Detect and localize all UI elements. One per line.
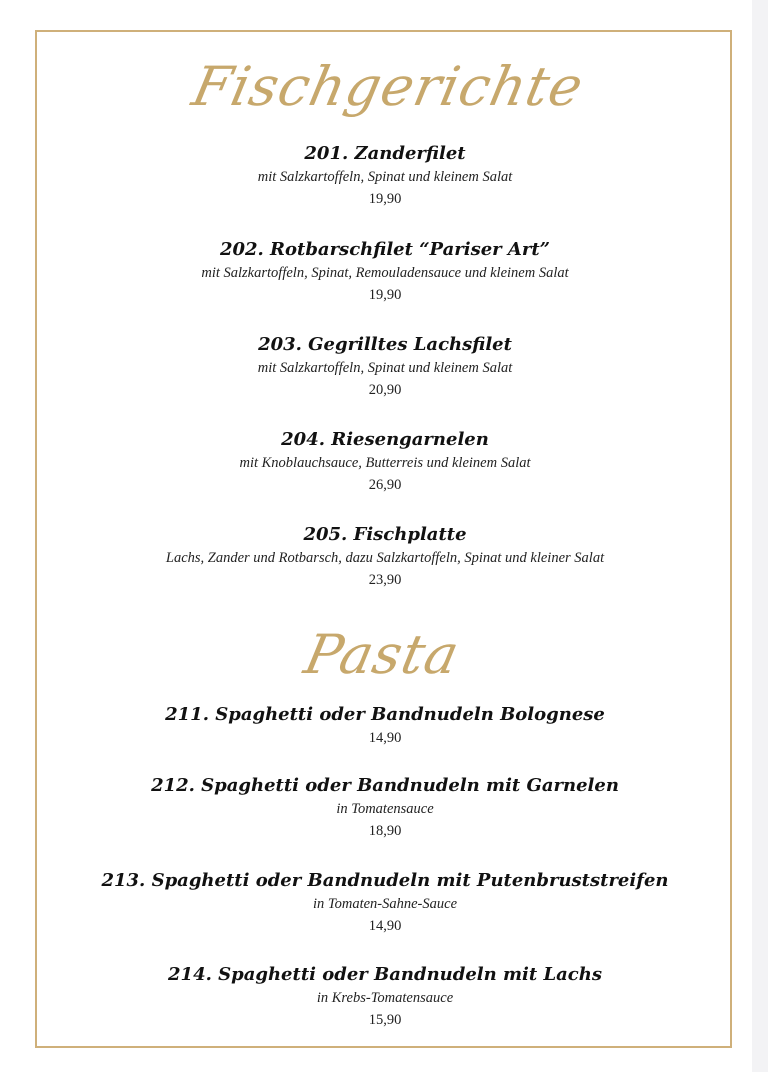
item-name: 202. Rotbarschfilet “Pariser Art” [219, 239, 551, 260]
item-price: 14,90 [368, 918, 402, 934]
item-name: 213. Spaghetti oder Bandnudeln mit Putenbruststreifen [101, 870, 669, 891]
section-title-fischgerichte: Fischgerichte [187, 55, 590, 118]
menu-item-204 [40, 428, 730, 496]
item-name: 211. Spaghetti oder Bandnudeln Bolognese [165, 704, 605, 725]
item-price: 23,90 [368, 572, 402, 588]
item-price: 18,90 [368, 823, 402, 839]
menu-item-201 [40, 142, 730, 210]
item-description: mit Salzkartoffeln, Spinat, Remouladensauce und kleinem Salat [201, 265, 569, 281]
section-title-pasta: Pasta [299, 623, 466, 686]
item-price: 19,90 [368, 191, 402, 207]
item-name: 204. Riesengarnelen [281, 429, 489, 450]
menu-item-213 [40, 869, 730, 937]
item-price: 26,90 [368, 477, 402, 493]
menu-item-212 [40, 774, 730, 842]
item-price: 20,90 [368, 382, 402, 398]
menu-item-203 [40, 333, 730, 401]
item-name: 212. Spaghetti oder Bandnudeln mit Garnelen [151, 775, 619, 796]
item-description: in Krebs-Tomatensauce [316, 990, 454, 1006]
item-description: mit Salzkartoffeln, Spinat und kleinem Salat [257, 360, 513, 376]
menu-item-214 [40, 963, 730, 1031]
menu-item-205 [40, 523, 730, 591]
menu-item-211 [40, 703, 730, 749]
item-name: 203. Gegrilltes Lachsfilet [258, 334, 512, 355]
item-price: 14,90 [368, 730, 402, 746]
item-price: 15,90 [368, 1012, 402, 1028]
item-name: 214. Spaghetti oder Bandnudeln mit Lachs [168, 964, 602, 985]
item-description: in Tomaten-Sahne-Sauce [312, 896, 458, 912]
item-price: 19,90 [368, 287, 402, 303]
item-description: in Tomatensauce [336, 801, 434, 817]
item-name: 201. Zanderfilet [304, 143, 466, 164]
item-description: mit Knoblauchsauce, Butterreis und kleinem Salat [239, 455, 531, 471]
item-description: Lachs, Zander und Rotbarsch, dazu Salzkartoffeln, Spinat und kleiner Salat [165, 550, 605, 566]
menu-item-202 [40, 238, 730, 306]
item-description: mit Salzkartoffeln, Spinat und kleinem Salat [257, 169, 513, 185]
item-name: 205. Fischplatte [303, 524, 467, 545]
